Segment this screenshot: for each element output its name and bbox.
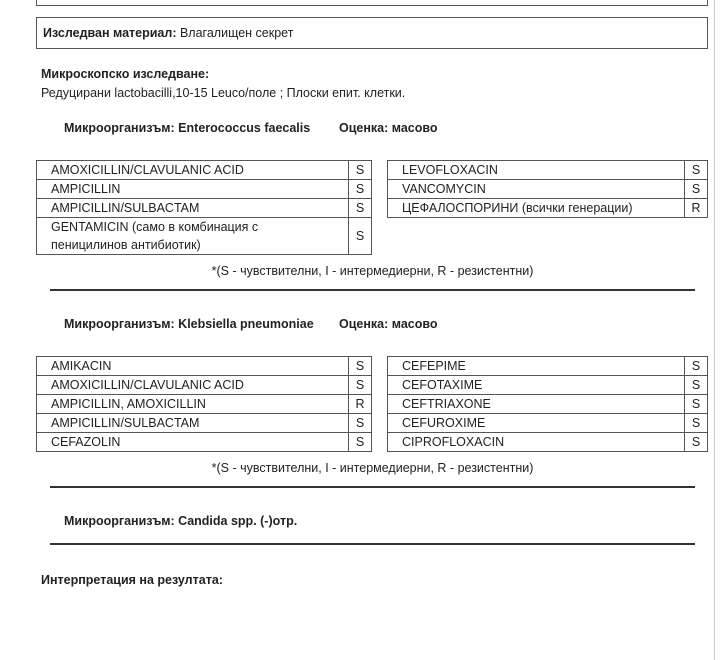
table-row <box>388 395 708 414</box>
antibiotic-name: CEFEPIME <box>388 357 685 376</box>
antibiotic-result: S <box>685 180 708 199</box>
table-row <box>37 199 372 218</box>
antibiotic-name: AMOXICILLIN/CLAVULANIC ACID <box>37 161 349 180</box>
antibiotic-result: S <box>685 395 708 414</box>
antibiotic-name: AMPICILLIN/SULBACTAM <box>37 199 349 218</box>
separator <box>50 486 695 488</box>
microscopy-title: Микроскопско изследване: <box>41 67 210 81</box>
table-row <box>37 395 372 414</box>
antibiotic-name: CEFTRIAXONE <box>388 395 685 414</box>
antibiotic-name: AMPICILLIN <box>37 180 349 199</box>
antibiotic-name: AMIKACIN <box>37 357 349 376</box>
antibiotic-result: R <box>349 395 372 414</box>
material-value: Влагалищен секрет <box>179 26 294 40</box>
antibiotic-name: GENTAMICIN (само в комбинация с пеницилинов антибиотик) <box>37 218 349 255</box>
antibiotic-result: S <box>349 414 372 433</box>
antibiotic-result: S <box>349 161 372 180</box>
table-row <box>388 199 708 218</box>
antibiotic-name: VANCOMYCIN <box>388 180 685 199</box>
table-row <box>388 376 708 395</box>
table-row <box>37 218 372 255</box>
organism-1-table-right <box>387 160 708 218</box>
antibiotic-result: R <box>685 199 708 218</box>
antibiotic-name: CEFAZOLIN <box>37 433 349 452</box>
material-label: Изследван материал: <box>43 26 177 40</box>
table-row <box>37 376 372 395</box>
antibiotic-name: CEFOTAXIME <box>388 376 685 395</box>
antibiotic-name: CIPROFLOXACIN <box>388 433 685 452</box>
antibiotic-result: S <box>685 433 708 452</box>
page-right-edge <box>714 0 715 660</box>
organism-2-rating: Оценка: масово <box>339 317 438 331</box>
separator <box>50 543 695 545</box>
table-row <box>388 161 708 180</box>
table-row <box>37 180 372 199</box>
table-row <box>37 357 372 376</box>
separator <box>50 289 695 291</box>
antibiotic-name: CEFUROXIME <box>388 414 685 433</box>
antibiotic-name: AMPICILLIN/SULBACTAM <box>37 414 349 433</box>
organism-3-label: Микроорганизъм: Candida spp. (-)отр. <box>64 514 298 528</box>
antibiotic-result: S <box>349 433 372 452</box>
table-row <box>388 357 708 376</box>
table-row <box>37 161 372 180</box>
organism-2-label: Микроорганизъм: Klebsiella pneumoniae <box>64 317 314 331</box>
antibiotic-result: S <box>349 218 372 255</box>
legend: *(S - чувствителни, I - интермедиерни, R - резистентни) <box>211 264 534 278</box>
antibiotic-name: AMOXICILLIN/CLAVULANIC ACID <box>37 376 349 395</box>
antibiotic-result: S <box>685 161 708 180</box>
material-box <box>36 17 708 49</box>
antibiotic-name: AMPICILLIN, AMOXICILLIN <box>37 395 349 414</box>
organism-1-rating: Оценка: масово <box>339 121 438 135</box>
organism-1-label: Микроорганизъм: Enterococcus faecalis <box>64 121 311 135</box>
antibiotic-result: S <box>349 180 372 199</box>
table-row <box>388 180 708 199</box>
microscopy-text: Редуцирани lactobacilli,10-15 Leuco/поле ; Плоски епит. клетки. <box>41 86 406 100</box>
top-box-edge <box>36 0 708 6</box>
table-row <box>37 433 372 452</box>
antibiotic-result: S <box>685 376 708 395</box>
legend: *(S - чувствителни, I - интермедиерни, R - резистентни) <box>211 461 534 475</box>
antibiotic-result: S <box>685 357 708 376</box>
interpretation-label: Интерпретация на резултата: <box>41 573 223 587</box>
organism-2-table-left <box>36 356 372 452</box>
antibiotic-result: S <box>349 199 372 218</box>
table-row <box>37 414 372 433</box>
organism-1-table-left <box>36 160 372 255</box>
antibiotic-result: S <box>349 376 372 395</box>
antibiotic-result: S <box>349 357 372 376</box>
organism-2-table-right <box>387 356 708 452</box>
antibiotic-result: S <box>685 414 708 433</box>
table-row <box>388 433 708 452</box>
table-row <box>388 414 708 433</box>
antibiotic-name: LEVOFLOXACIN <box>388 161 685 180</box>
antibiotic-name: ЦЕФАЛОСПОРИНИ (всички генерации) <box>388 199 685 218</box>
